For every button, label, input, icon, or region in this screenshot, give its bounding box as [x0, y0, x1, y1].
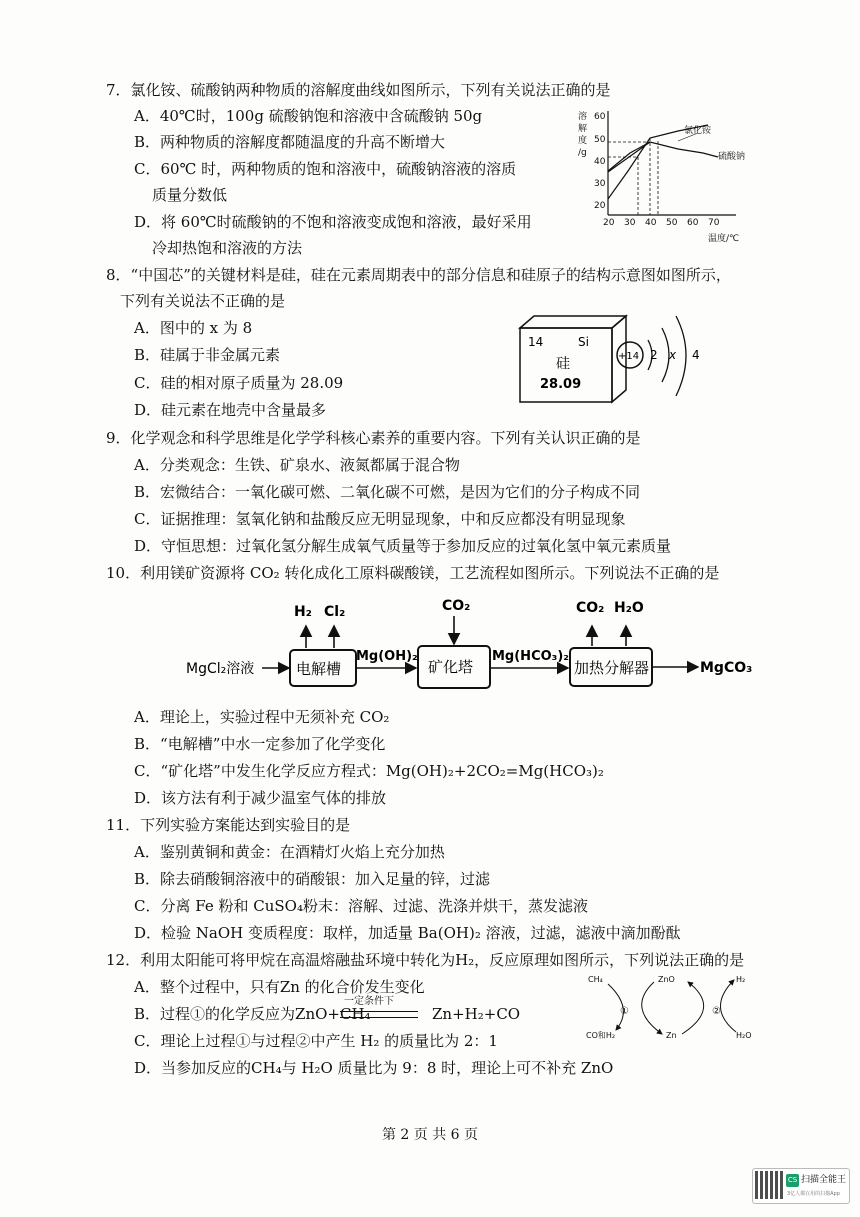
x-axis-label: 温度/℃	[708, 234, 740, 244]
q12-option-b-equals	[340, 1011, 418, 1018]
q10-option-a: A．理论上，实验过程中无须补充 CO₂	[134, 708, 390, 726]
q12-option-c: C．理论上过程①与过程②中产生 H₂ 的质量比为 2：1	[134, 1032, 498, 1050]
box-electrolyzer: 电解槽	[296, 660, 342, 678]
diag-ch4: CH₄	[588, 975, 603, 984]
chart-ylabel-1: 溶	[578, 112, 588, 122]
diag-step2: ②	[712, 1006, 721, 1017]
q9-option-c: C．证据推理：氢氧化钠和盐酸反应无明显现象，中和反应都没有明显现象	[134, 510, 626, 528]
chart-ylabel-3: 度	[578, 136, 588, 146]
diag-h2: H₂	[736, 975, 746, 984]
q7-option-d: D．将 60℃时硫酸钠的不饱和溶液变成饱和溶液，最好采用	[134, 213, 532, 231]
solubility-chart	[568, 105, 754, 245]
diag-h2o: H₂O	[736, 1031, 752, 1040]
x-tick-40: 40	[645, 218, 657, 228]
q12-option-a: A．整个过程中，只有Zn 的化合价发生变化	[134, 978, 425, 996]
product-mgco3: MgCO₃	[700, 660, 753, 676]
box-mineralization-tower: 矿化塔	[428, 658, 474, 676]
scanner-watermark-badge	[752, 1168, 850, 1204]
x-tick-70: 70	[708, 218, 720, 228]
x-tick-50: 50	[666, 218, 678, 228]
shell-2-electrons: x	[669, 348, 677, 362]
y-tick-50: 50	[594, 135, 606, 145]
series-label-nh4cl: 氯化铵	[684, 126, 712, 136]
page-footer: 第 2 页 共 6 页	[381, 1127, 479, 1143]
x-tick-60: 60	[687, 218, 699, 228]
zn-cycle-diagram	[586, 972, 766, 1044]
q8-option-b: B．硅属于非金属元素	[134, 346, 281, 364]
out-co2: CO₂	[576, 600, 605, 616]
watermark-title: 扫描全能王	[801, 1175, 847, 1185]
watermark-subtitle: 3亿人都在用的扫描App	[787, 1191, 840, 1197]
in-co2: CO₂	[442, 598, 471, 614]
x-tick-20: 20	[603, 218, 615, 228]
q10-option-c: C．“矿化塔”中发生化学反应方程式：Mg(OH)₂+2CO₂=Mg(HCO₃)₂	[134, 762, 604, 780]
out-cl2: Cl₂	[324, 604, 346, 620]
q7-option-a: A．40℃时，100g 硫酸钠饱和溶液中含硫酸钠 50g	[134, 107, 483, 125]
q8-option-a: A．图中的 x 为 8	[134, 319, 253, 337]
flow-input: MgCl₂溶液	[186, 661, 255, 677]
q10-option-b: B．“电解槽”中水一定参加了化学变化	[134, 735, 386, 753]
q11-option-b: B．除去硝酸铜溶液中的硝酸银：加入足量的锌，过滤	[134, 870, 491, 888]
y-tick-40: 40	[594, 157, 606, 167]
q11-option-d: D．检验 NaOH 变质程度：取样，加适量 Ba(OH)₂ 溶液，过滤，滤液中滴加酚酞	[134, 924, 681, 942]
q7-option-d-cont: 冷却热饱和溶液的方法	[152, 239, 303, 257]
y-tick-30: 30	[594, 179, 606, 189]
element-symbol: Si	[578, 335, 589, 349]
intermediate-mghco3: Mg(HCO₃)₂	[492, 649, 569, 664]
diag-zno: ZnO	[658, 975, 675, 984]
camscanner-logo-icon: CS	[786, 1174, 799, 1187]
q12-option-d: D．当参加反应的CH₄与 H₂O 质量比为 9：8 时，理论上可不补充 ZnO	[134, 1059, 614, 1077]
box-heating-decomposer: 加热分解器	[574, 659, 650, 677]
nucleus-charge: +14	[618, 351, 640, 362]
out-h2: H₂	[294, 604, 312, 620]
q7-option-c: C．60℃ 时，两种物质的饱和溶液中，硫酸钠溶液的溶质	[134, 160, 517, 178]
silicon-atom-structure	[612, 310, 712, 408]
chart-ylabel-4: /g	[578, 148, 587, 158]
q8-option-c: C．硅的相对原子质量为 28.09	[134, 374, 344, 392]
qr-code-icon	[755, 1171, 783, 1199]
q11-stem: 11．下列实验方案能达到实验目的是	[106, 816, 351, 834]
element-name: 硅	[556, 356, 570, 372]
q7-option-c-cont: 质量分数低	[152, 186, 228, 204]
q9-stem: 9．化学观念和科学思维是化学学科核心素养的重要内容。下列有关认识正确的是	[106, 429, 641, 447]
mgco3-process-flow	[186, 590, 766, 700]
q8-option-d: D．硅元素在地壳中含量最多	[134, 401, 327, 419]
y-tick-60: 60	[594, 112, 606, 122]
q9-option-b: B．宏微结合：一氧化碳可燃、二氧化碳不可燃，是因为它们的分子构成不同	[134, 483, 641, 501]
chart-ylabel-2: 解	[578, 124, 588, 134]
q12-option-b-condition: 一定条件下	[344, 996, 394, 1007]
intermediate-mgoh2: Mg(OH)₂	[356, 649, 418, 664]
q12-option-b: B．过程①的化学反应为ZnO+CH₄	[134, 1005, 371, 1023]
q8-stem-line1: 8．“中国芯”的关键材料是硅，硅在元素周期表中的部分信息和硅原子的结构示意图如图所示，	[106, 266, 731, 284]
q7-stem: 7．氯化铵、硫酸钠两种物质的溶解度曲线如图所示，下列有关说法正确的是	[106, 81, 611, 99]
q12-option-b-products: Zn+H₂+CO	[432, 1005, 521, 1023]
diag-zn: Zn	[666, 1031, 677, 1040]
q9-option-a: A．分类观念：生铁、矿泉水、液氮都属于混合物	[134, 456, 460, 474]
q10-stem: 10．利用镁矿资源将 CO₂ 转化成化工原料碳酸镁，工艺流程如图所示。下列说法不正确的是	[106, 564, 720, 582]
shell-3-electrons: 4	[692, 348, 700, 362]
atomic-mass: 28.09	[540, 377, 582, 392]
x-tick-30: 30	[624, 218, 636, 228]
q9-option-d: D．守恒思想：过氧化氢分解生成氧气质量等于参加反应的过氧化氢中氧元素质量	[134, 537, 672, 555]
series-label-na2so4: 硫酸钠	[718, 152, 746, 162]
out-h2o: H₂O	[614, 600, 644, 616]
diag-co-h2: CO和H₂	[586, 1031, 616, 1040]
diag-step1: ①	[620, 1006, 629, 1017]
q8-stem-line2: 下列有关说法不正确的是	[120, 292, 286, 310]
q11-option-c: C．分离 Fe 粉和 CuSO₄粉末：溶解、过滤、洗涤并烘干，蒸发滤液	[134, 897, 588, 915]
q7-option-b: B．两种物质的溶解度都随温度的升高不断增大	[134, 133, 446, 151]
q10-option-d: D．该方法有利于减少温室气体的排放	[134, 789, 387, 807]
y-tick-20: 20	[594, 201, 606, 211]
q11-option-a: A．鉴别黄铜和黄金：在酒精灯火焰上充分加热	[134, 843, 445, 861]
shell-1-electrons: 2	[650, 348, 658, 362]
atomic-number: 14	[528, 335, 544, 349]
q12-stem: 12．利用太阳能可将甲烷在高温熔融盐环境中转化为H₂，反应原理如图所示，下列说法正确的是	[106, 951, 745, 969]
